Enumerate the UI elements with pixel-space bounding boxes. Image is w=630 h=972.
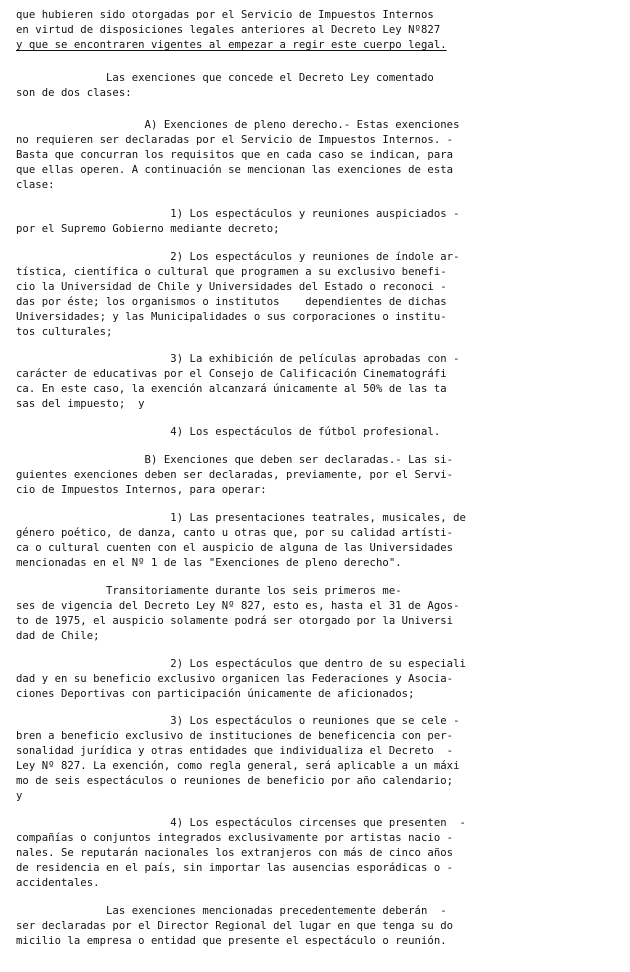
text-line: nales. Se reputarán nacionales los extranjeros con más de cinco años — [16, 847, 454, 859]
text-line: tos culturales; — [16, 326, 113, 338]
text-line: ca o cultural cuenten con el auspicio de alguna de las Universidades — [16, 542, 454, 554]
text-line: compañías o conjuntos integrados exclusivamente por artistas nacio - — [16, 832, 454, 844]
text-line: dad y en su beneficio exclusivo organicen las Federaciones y Asocia- — [16, 673, 454, 685]
text-line: accidentales. — [16, 877, 100, 889]
text-line: mencionadas en el Nº 1 de las "Exenciones de pleno derecho". — [16, 557, 402, 569]
text-line: Las exenciones mencionadas precedentemente deberán - — [16, 905, 447, 917]
text-line: micilio la empresa o entidad que presente el espectáculo o reunión. — [16, 935, 447, 947]
text-line: que ellas operen. A continuación se mencionan las exenciones de esta — [16, 164, 454, 176]
text-line: clase: — [16, 179, 55, 191]
text-line: cio de Impuestos Internos, para operar: — [16, 484, 267, 496]
text-line: por el Supremo Gobierno mediante decreto; — [16, 223, 280, 235]
text-line: y que se encontraren vigentes al empezar a regir este cuerpo legal. — [16, 39, 447, 51]
text-line: no requieren ser declaradas por el Servicio de Impuestos Internos. - — [16, 134, 454, 146]
text-line: ca. En este caso, la exención alcanzará únicamente al 50% de las ta — [16, 383, 447, 395]
text-line: 3) La exhibición de películas aprobadas con - — [16, 353, 460, 365]
section-a-heading: A) Exenciones de pleno derecho.- Estas exenciones — [16, 119, 460, 131]
text-line: Transitoriamente durante los seis primeros me- — [16, 585, 402, 597]
text-line: ser declaradas por el Director Regional del lugar en que tenga su do — [16, 920, 454, 932]
text-line: cio la Universidad de Chile y Universidades del Estado o reconoci - — [16, 281, 447, 293]
text-line: ciones Deportivas con participación únicamente de aficionados; — [16, 688, 415, 700]
text-line: dad de Chile; — [16, 630, 100, 642]
text-line: Basta que concurran los requisitos que en cada caso se indican, para — [16, 149, 454, 161]
text-line: 1) Las presentaciones teatrales, musicales, de — [16, 512, 466, 524]
text-line: das por éste; los organismos o institutos dependientes de dichas — [16, 296, 447, 308]
text-line: 4) Los espectáculos circenses que presenten - — [16, 817, 466, 829]
text-line: tística, científica o cultural que programen a su exclusivo benefi- — [16, 266, 447, 278]
text-line: bren a beneficio exclusivo de instituciones de beneficencia con per- — [16, 730, 454, 742]
text-line: en virtud de disposiciones legales anteriores al Decreto Ley Nº827 — [16, 24, 441, 36]
text-line: 2) Los espectáculos que dentro de su especiali — [16, 658, 466, 670]
text-line: to de 1975, el auspicio solamente podrá ser otorgado por la Universi — [16, 615, 454, 627]
text-line: Las exenciones que concede el Decreto Ley comentado — [16, 72, 434, 84]
text-line: Universidades; y las Municipalidades o sus corporaciones o institu- — [16, 311, 447, 323]
text-line: 1) Los espectáculos y reuniones auspiciados - — [16, 208, 460, 220]
text-line: carácter de educativas por el Consejo de Calificación Cinematográfi — [16, 368, 447, 380]
text-line: mo de seis espectáculos o reuniones de beneficio por año calendario; — [16, 775, 454, 787]
text-line: 4) Los espectáculos de fútbol profesional. — [16, 426, 441, 438]
text-line: Ley Nº 827. La exención, como regla general, será aplicable a un máxi — [16, 760, 460, 772]
text-line: 2) Los espectáculos y reuniones de índole ar- — [16, 251, 460, 263]
text-line: sas del impuesto; y — [16, 398, 145, 410]
text-line: son de dos clases: — [16, 87, 132, 99]
text-line: de residencia en el país, sin importar las ausencias esporádicas o - — [16, 862, 454, 874]
text-line: género poético, de danza, canto u otras que, por su calidad artísti- — [16, 527, 454, 539]
text-line: 3) Los espectáculos o reuniones que se cele - — [16, 715, 460, 727]
text-line: y — [16, 790, 23, 802]
text-line: que hubieren sido otorgadas por el Servicio de Impuestos Internos — [16, 9, 434, 21]
text-line: sonalidad jurídica y otras entidades que individualiza el Decreto - — [16, 745, 454, 757]
text-line: guientes exenciones deben ser declaradas, previamente, por el Servi- — [16, 469, 454, 481]
section-b-heading: B) Exenciones que deben ser declaradas.- Las si- — [16, 454, 454, 466]
text-line: ses de vigencia del Decreto Ley Nº 827, esto es, hasta el 31 de Agos- — [16, 600, 460, 612]
